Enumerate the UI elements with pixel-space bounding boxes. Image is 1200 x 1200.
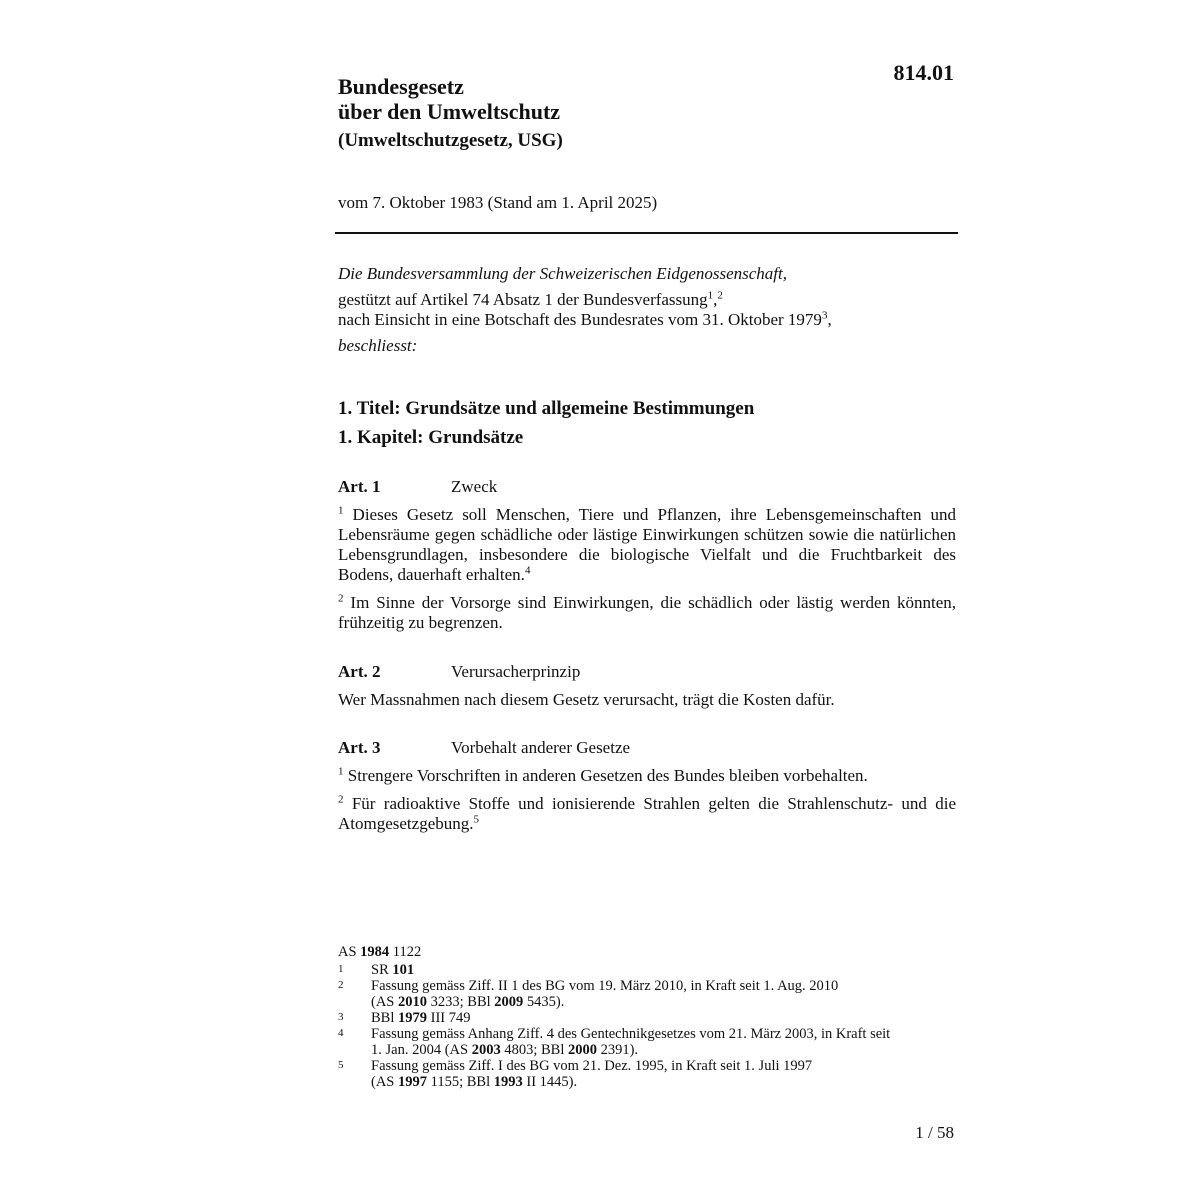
paragraph-text: Für radioaktive Stoffe und ionisierende Strahlen gelten die Strahlenschutz- und die Atomgesetzgebung. xyxy=(338,794,957,833)
paragraph-number: 1 xyxy=(338,765,344,778)
footnote-text: Fassung gemäss Ziff. I des BG vom 21. Dez. 1995, in Kraft seit 1. Juli 1997 (AS 1997 1155; BBl 1993 II 1445). xyxy=(371,1058,813,1090)
paragraph-text: Im Sinne der Vorsorge sind Einwirkungen, die schädlich oder lästig werden könnten, frühzeitig zu begrenzen. xyxy=(338,593,956,632)
preamble xyxy=(338,264,958,356)
footnote-ref[interactable]: 3 xyxy=(821,309,828,322)
paragraph-number: 2 xyxy=(338,793,344,806)
footnote-ref[interactable]: 5 xyxy=(473,813,479,826)
page-number: 1 / 58 xyxy=(915,1123,954,1142)
article-header xyxy=(338,477,956,497)
title-heading: 1. Titel: Grundsätze und allgemeine Bestimmungen xyxy=(338,398,755,419)
chapter-heading: 1. Kapitel: Grundsätze xyxy=(338,427,524,448)
article-paragraph xyxy=(338,593,956,633)
article-1 xyxy=(338,477,956,641)
paragraph-number: 1 xyxy=(338,504,344,517)
article-paragraph xyxy=(338,690,956,710)
footnote-item xyxy=(338,1010,958,1026)
date-line: vom 7. Oktober 1983 (Stand am 1. April 2025) xyxy=(338,193,658,212)
preamble-authority: Die Bundesversammlung der Schweizerischen Eidgenossenschaft, xyxy=(338,264,787,283)
title-block xyxy=(338,74,958,152)
title-line-1: Bundesgesetz xyxy=(338,74,464,99)
article-number: Art. 1 xyxy=(338,477,381,496)
footnote-item xyxy=(338,1026,958,1058)
footnote-text: BBl 1979 III 749 xyxy=(371,1010,471,1026)
article-header xyxy=(338,662,956,682)
article-header xyxy=(338,738,956,758)
article-number: Art. 3 xyxy=(338,738,381,757)
as-year: 1984 xyxy=(360,944,390,960)
preamble-separator: , xyxy=(827,310,832,329)
header-rule xyxy=(335,232,958,234)
short-title: (Umweltschutzgesetz, USG) xyxy=(338,130,563,151)
title-line-2: über den Umweltschutz xyxy=(338,99,561,124)
footnote-item xyxy=(338,962,958,978)
footnote-number: 5 xyxy=(338,1059,344,1071)
paragraph-text: Dieses Gesetz soll Menschen, Tiere und Pflanzen, ihre Lebensgemeinschaften und Lebensräume gegen schädliche oder lästige Einwirkungen schützen sowie die natürlichen Lebensgrundlagen, insbesondere die biologische Vielfalt und die Fruchtbarkeit des Bodens, dauerhaft erhalten. xyxy=(338,505,956,584)
preamble-closing: beschliesst: xyxy=(338,336,418,355)
article-2 xyxy=(338,662,956,718)
article-paragraph xyxy=(338,505,956,585)
paragraph-text: Strengere Vorschriften in anderen Gesetzen des Bundes bleiben vorbehalten. xyxy=(347,766,868,785)
article-paragraph xyxy=(338,766,956,786)
official-collection-reference xyxy=(338,944,958,960)
footnote-number: 2 xyxy=(338,979,344,991)
footnote-number: 4 xyxy=(338,1027,344,1039)
sr-number: 814.01 xyxy=(893,60,954,85)
footnote-item xyxy=(338,978,958,1010)
as-prefix: AS xyxy=(338,944,357,960)
footnote-item xyxy=(338,1058,958,1090)
footnote-number: 3 xyxy=(338,1011,344,1023)
article-title: Zweck xyxy=(451,477,498,496)
preamble-message-text: nach Einsicht in eine Botschaft des Bundesrates vom 31. Oktober 1979 xyxy=(338,310,822,329)
footnote-list xyxy=(338,962,958,1090)
footnote-text: Fassung gemäss Ziff. II 1 des BG vom 19. März 2010, in Kraft seit 1. Aug. 2010 (AS 2010 3233; BBl 2009 5435). xyxy=(371,978,839,1010)
preamble-separator: , xyxy=(713,290,718,309)
preamble-message xyxy=(338,310,958,330)
footnote-ref[interactable]: 2 xyxy=(717,289,723,302)
article-number: Art. 2 xyxy=(338,662,381,681)
paragraph-text: Wer Massnahmen nach diesem Gesetz verursacht, trägt die Kosten dafür. xyxy=(338,690,835,709)
preamble-basis xyxy=(338,290,958,310)
footnote-text: Fassung gemäss Anhang Ziff. 4 des Gentechnikgesetzes vom 21. März 2003, in Kraft seit 1. Jan. 2004 (AS 2003 4803; BBl 2000 2391). xyxy=(371,1026,891,1058)
footnote-ref[interactable]: 1 xyxy=(707,289,714,302)
article-title: Verursacherprinzip xyxy=(451,662,581,681)
as-page: 1122 xyxy=(392,944,422,960)
article-title: Vorbehalt anderer Gesetze xyxy=(451,738,631,757)
article-paragraph xyxy=(338,794,956,834)
article-3 xyxy=(338,738,956,842)
footnotes xyxy=(338,944,958,1090)
footnote-ref[interactable]: 4 xyxy=(524,564,531,577)
footnote-text: SR 101 xyxy=(371,962,415,978)
preamble-basis-text: gestützt auf Artikel 74 Absatz 1 der Bundesverfassung xyxy=(338,290,708,309)
footnote-number: 1 xyxy=(338,963,344,975)
paragraph-number: 2 xyxy=(338,592,344,605)
